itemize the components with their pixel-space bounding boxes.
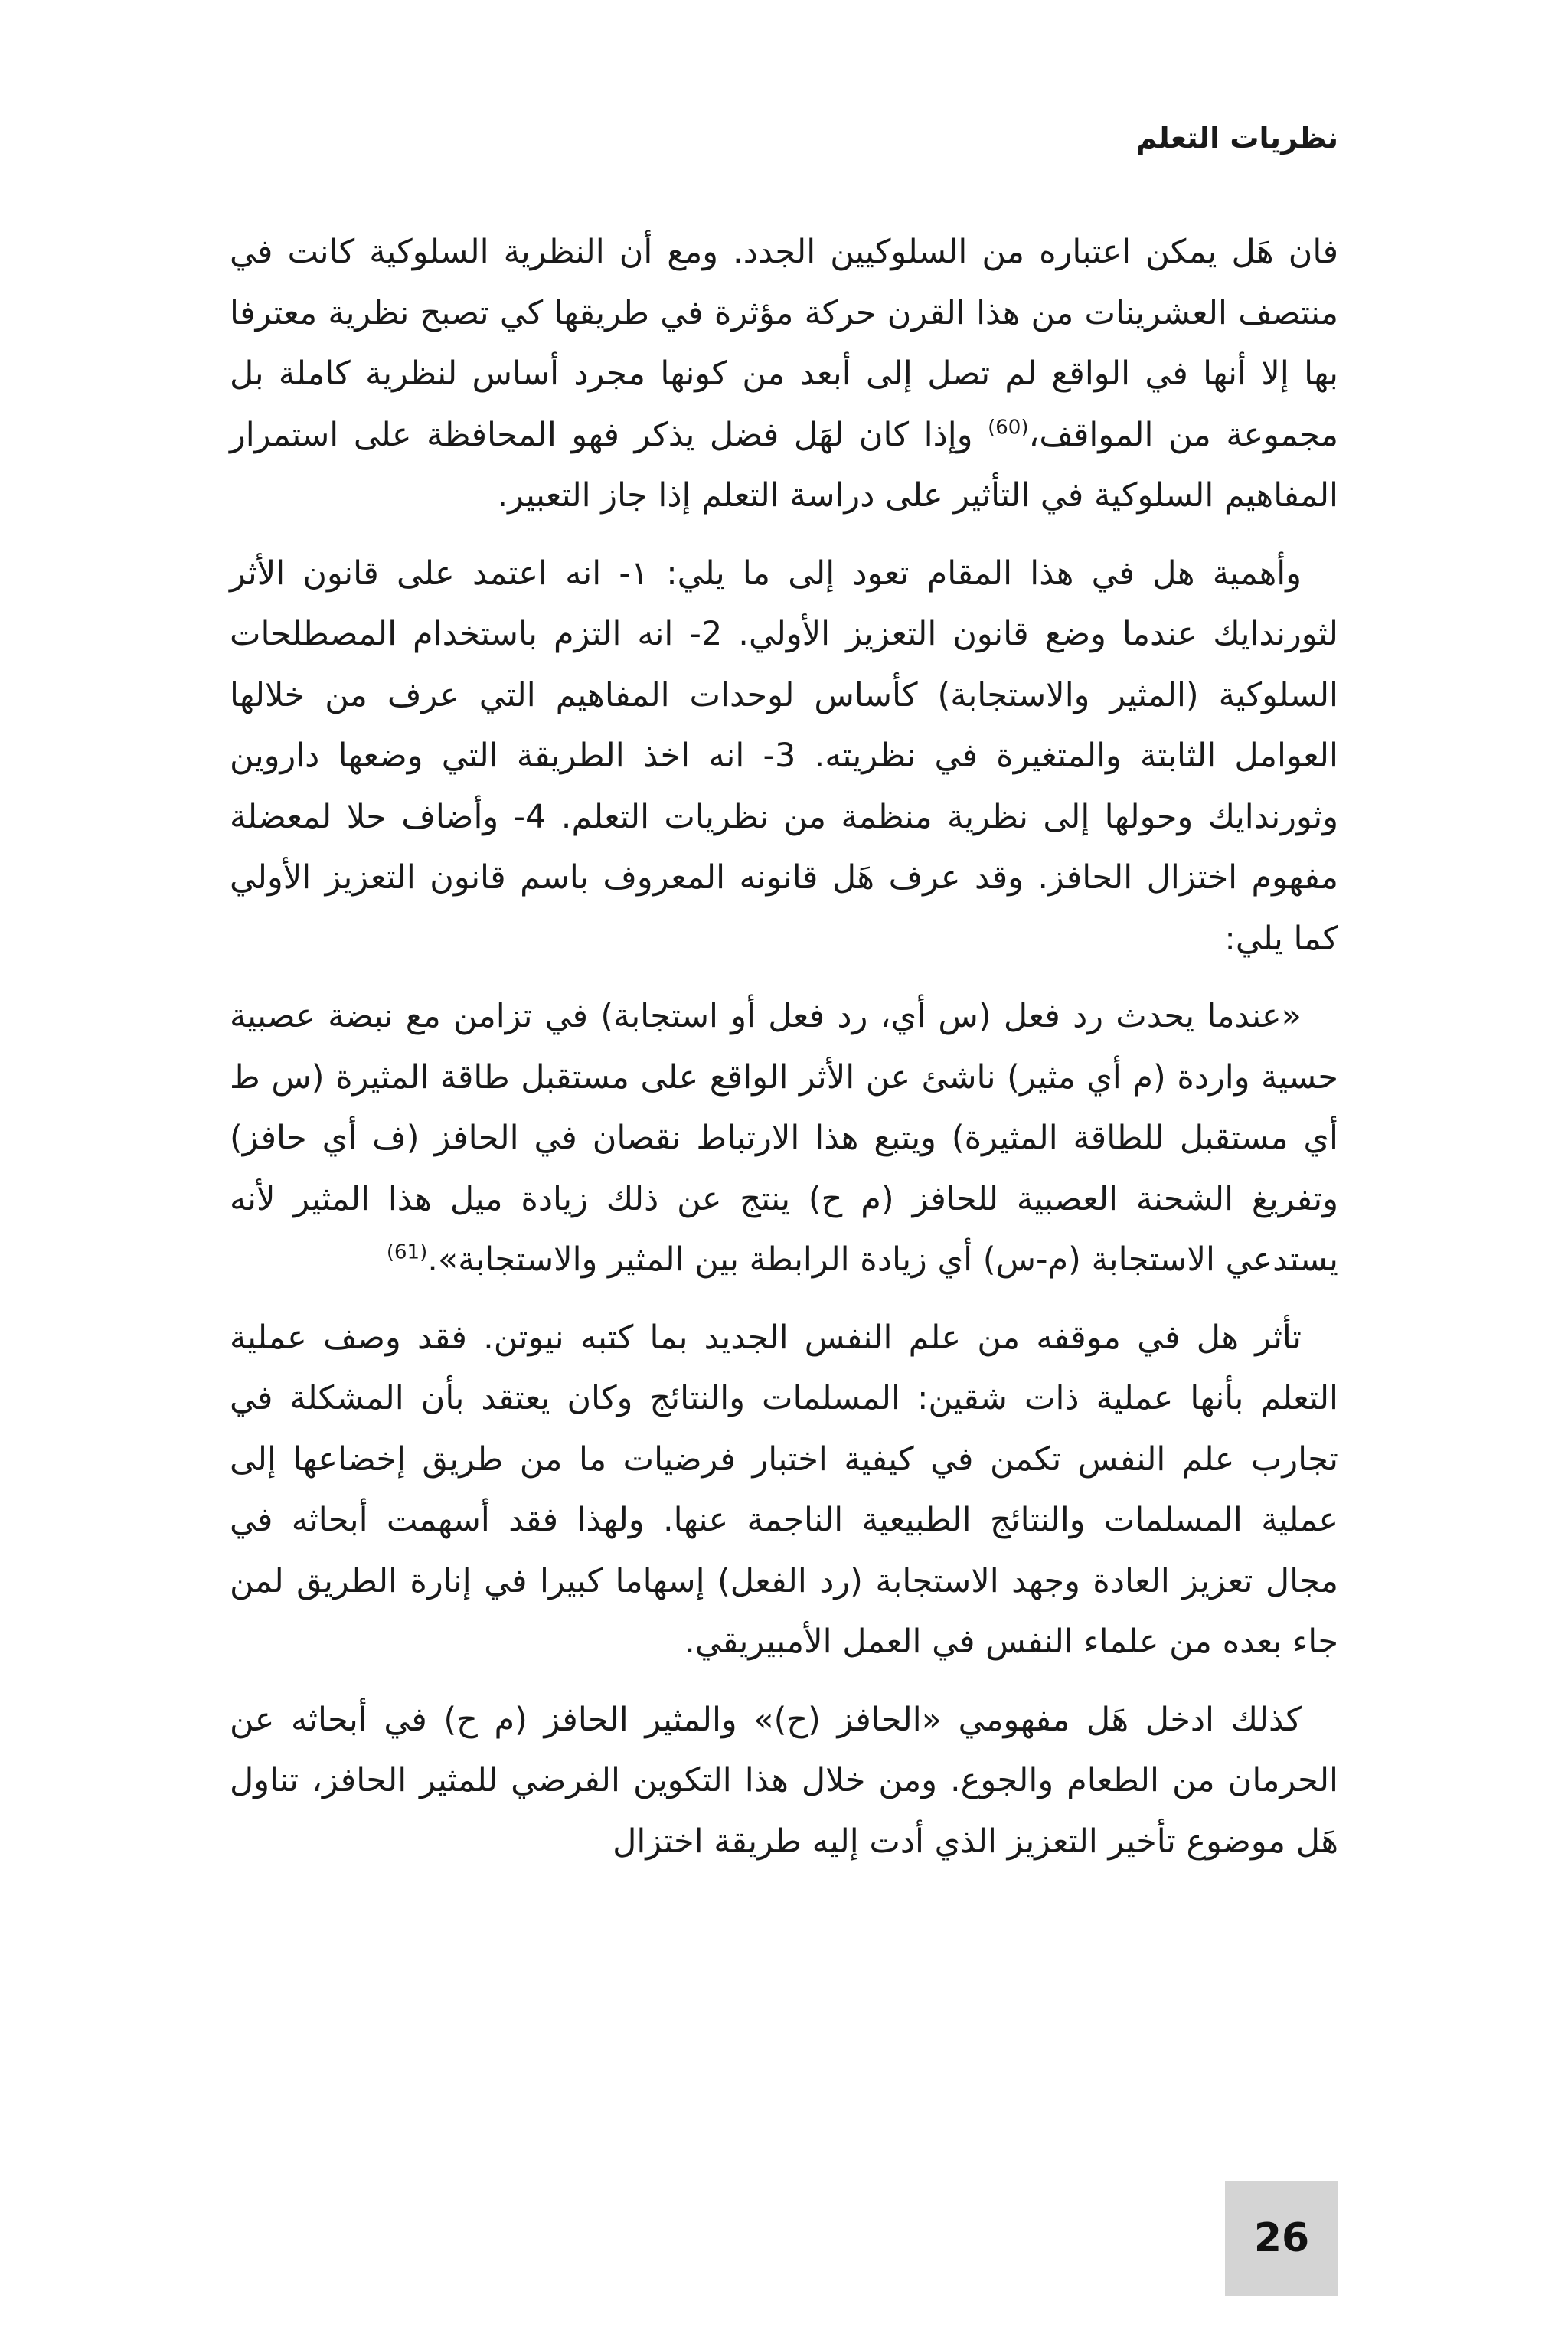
quotation-text: «عندما يحدث رد فعل (س أي، رد فعل أو استجابة) في تزامن مع نبضة عصبية حسية واردة (م أي مثير) ناشئ عن الأثر الواقع على مستقبل طاقة المثيرة (س ط أي مستقبل للطاقة المثيرة) ويتبع هذا الارتباط نقصان في الحافز (ف أي حافز) وتفريغ الشحنة العصبية للحافز (م ح) ينتج عن ذلك زيادة ميل هذا المثير لأنه يستدعي الاستجابة (م-س) أي زيادة الرابطة بين المثير والاستجابة». <box>230 997 1338 1279</box>
quotation-paragraph <box>230 986 1338 1291</box>
paragraph-5 <box>230 1690 1338 1873</box>
footnote-ref-61: (61) <box>386 1240 428 1264</box>
body-text <box>230 222 1338 1872</box>
running-header: نظريات التعلم <box>1135 121 1338 155</box>
paragraph-2 <box>230 544 1338 970</box>
page-number: 26 <box>1253 2215 1310 2261</box>
paragraph-1-text-b: وإذا كان لهَل فضل يذكر فهو المحافظة على استمرار المفاهيم السلوكية في التأثير على دراسة التعلم إذا جاز التعبير. <box>230 415 1338 515</box>
paragraph-4-text: تأثر هل في موقفه من علم النفس الجديد بما كتبه نيوتن. فقد وصف عملية التعلم بأنها عملية ذات شقين: المسلمات والنتائج وكان يعتقد بأن المشكلة في تجارب علم النفس تكمن في كيفية اختبار فرضيات ما من طريق إخضاعها إلى عملية المسلمات والنتائج الطبيعية الناجمة عنها. ولهذا فقد أسهمت أبحاثه في مجال تعزيز العادة وجهد الاستجابة (رد الفعل) إسهاما كبيرا في إنارة الطريق لمن جاء بعده من علماء النفس في العمل الأمبيريقي. <box>230 1318 1338 1661</box>
paragraph-2-text: وأهمية هل في هذا المقام تعود إلى ما يلي: ١- انه اعتمد على قانون الأثر لثورندايك عندما وضع قانون التعزيز الأولي. 2- انه التزم باستخدام المصطلحات السلوكية (المثير والاستجابة) كأساس لوحدات المفاهيم التي عرف من خلالها العوامل الثابتة والمتغيرة في نظريته. 3- انه اخذ الطريقة التي وضعها داروين وثورندايك وحولها إلى نظرية منظمة من نظريات التعلم. 4- وأضاف حلا لمعضلة مفهوم اختزال الحافز. وقد عرف هَل قانونه المعروف باسم قانون التعزيز الأولي كما يلي: <box>230 554 1339 958</box>
paragraph-4 <box>230 1308 1338 1673</box>
paragraph-1-text-a: فان هَل يمكن اعتباره من السلوكيين الجدد. ومع أن النظرية السلوكية كانت في منتصف العشرينات من هذا القرن حركة مؤثرة في طريقها كي تصبح نظرية معترفا بها إلا أنها في الواقع لم تصل إلى أبعد من كونها مجرد أساس لنظرية كاملة بل مجموعة من المواقف، <box>230 233 1338 454</box>
paragraph-1 <box>230 222 1338 527</box>
page-number-box <box>1225 2181 1338 2296</box>
paragraph-5-text: كذلك ادخل هَل مفهومي «الحافز (ح)» والمثير الحافز (م ح) في أبحاثه عن الحرمان من الطعام والجوع. ومن خلال هذا التكوين الفرضي للمثير الحافز، تناول هَل موضوع تأخير التعزيز الذي أدت إليه طريقة اختزال <box>230 1700 1338 1861</box>
footnote-ref-60: (60) <box>988 416 1029 440</box>
